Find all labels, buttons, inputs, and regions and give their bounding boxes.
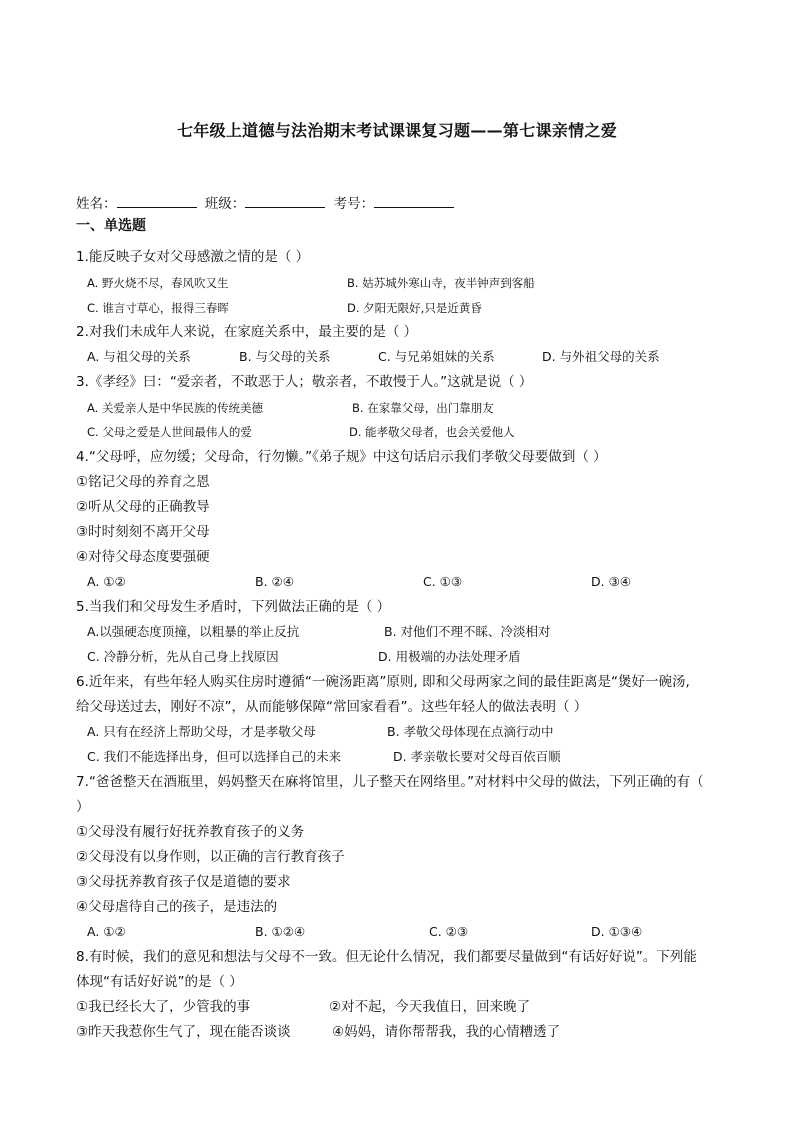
option-b: B. ①②④: [255, 924, 306, 939]
question-stem-continued: 给父母送过去，刚好不凉”，从而能够保障“常回家看看”。这些年轻人的做法表明（ ）: [76, 699, 588, 715]
option-a: A. ①②: [87, 574, 126, 589]
number-blank[interactable]: [374, 195, 454, 208]
option-c: C. 谁言寸草心，报得三春晖: [87, 301, 229, 315]
option-b: B. 对他们不理不睬、冷淡相对: [384, 624, 551, 639]
statement-item: ①我已经长大了，少管我的事: [76, 999, 251, 1015]
option-d: D. 能孝敬父母者，也会关爱他人: [349, 425, 515, 439]
section-heading: 一、单选题: [76, 218, 146, 234]
question-stem: 7.“爸爸整天在酒瓶里，妈妈整天在麻将馆里，儿子整天在网络里。”对材料中父母的做法，下列正确的有（: [76, 774, 704, 790]
statement-item: ④父母虐待自己的孩子，是违法的: [76, 899, 278, 915]
option-a: A. 只有在经济上帮助父母，才是孝敬父母: [87, 724, 316, 739]
option-b: B. ②④: [255, 574, 294, 589]
statement-item: ②对不起，今天我值日，回来晚了: [329, 999, 531, 1015]
option-a: A. 与祖父母的关系: [87, 349, 191, 364]
statement-item: ②父母没有以身作则，以正确的言行教育孩子: [76, 849, 345, 865]
option-b: B. 孝敬父母体现在点滴行动中: [387, 724, 554, 739]
statement-item: ②听从父母的正确教导: [76, 499, 210, 515]
option-d: D. ①③④: [591, 924, 643, 939]
page-title: 七年级上道德与法治期末考试课课复习题——第七课亲情之爱: [176, 121, 618, 140]
statement-item: ③时时刻刻不离开父母: [76, 524, 210, 540]
statement-item: ①铭记父母的养育之恩: [76, 474, 210, 490]
option-c: C. 冷静分析，先从自己身上找原因: [87, 649, 279, 664]
option-c: C. 父母之爱是人世间最伟人的爱: [87, 425, 252, 439]
number-label: 考号：: [333, 196, 375, 212]
option-c: C. 与兄弟姐妹的关系: [378, 349, 495, 364]
question-stem: 4.“父母呼，应勿缓；父母命，行勿懒。”《弟子规》中这句话启示我们孝敬父母要做到（ ）: [76, 449, 607, 465]
option-b: B. 在家靠父母，出门靠朋友: [352, 401, 494, 415]
option-a: A. 关爱亲人是中华民族的传统美德: [87, 401, 263, 415]
option-d: D. ③④: [591, 574, 631, 589]
question-stem: 6.近年来，有些年轻人购买住房时遵循“一碗汤距离”原则, 即和父母两家之间的最佳距离是“煲好一碗汤,: [76, 674, 690, 690]
option-b: B. 与父母的关系: [239, 349, 331, 364]
option-a: A. 野火烧不尽，春风吹又生: [87, 276, 229, 290]
option-d: D. 孝亲敬长要对父母百依百顺: [393, 749, 561, 764]
option-c: C. ②③: [429, 924, 469, 939]
name-label: 姓名：: [76, 196, 117, 212]
question-stem-continued: 体现“有话好好说”的是（ ）: [76, 974, 243, 990]
statement-item: ③昨天我惹你生气了，现在能否谈谈: [76, 1024, 291, 1040]
question-stem: 3.《孝经》曰：“爱亲者，不敢恶于人；敬亲者，不敢慢于人。”这就是说（ ）: [76, 374, 533, 390]
student-info-row: [76, 192, 458, 212]
option-c: C. ①③: [423, 574, 463, 589]
option-d: D. 夕阳无限好,只是近黄昏: [347, 301, 482, 315]
option-d: D. 用极端的办法处理矛盾: [378, 649, 521, 664]
question-stem: 1.能反映子女对父母感激之情的是（ ）: [76, 249, 310, 265]
option-c: C. 我们不能选择出身，但可以选择自己的未来: [87, 749, 342, 764]
question-stem: 2.对我们未成年人来说，在家庭关系中，最主要的是（ ）: [76, 324, 418, 340]
statement-item: ①父母没有履行好抚养教育孩子的义务: [76, 824, 305, 840]
name-blank[interactable]: [117, 195, 197, 208]
option-a: A. ①②: [87, 924, 126, 939]
option-a: A.以强硬态度顶撞，以粗暴的举止反抗: [87, 624, 300, 639]
statement-item: ④妈妈，请你帮帮我，我的心情糟透了: [332, 1024, 561, 1040]
question-stem: 5.当我们和父母发生矛盾时，下列做法正确的是（ ）: [76, 599, 391, 615]
statement-item: ③父母抚养教育孩子仅是道德的要求: [76, 874, 291, 890]
question-stem-continued: ）: [76, 799, 90, 815]
class-blank[interactable]: [245, 195, 325, 208]
option-b: B. 姑苏城外寒山寺，夜半钟声到客船: [347, 276, 535, 290]
class-label: 班级：: [204, 196, 246, 212]
option-d: D. 与外祖父母的关系: [542, 349, 660, 364]
question-stem: 8.有时候，我们的意见和想法与父母不一致。但无论什么情况，我们都要尽量做到“有话好好说”。下列能: [76, 949, 697, 965]
statement-item: ④对待父母态度要强硬: [76, 549, 210, 565]
